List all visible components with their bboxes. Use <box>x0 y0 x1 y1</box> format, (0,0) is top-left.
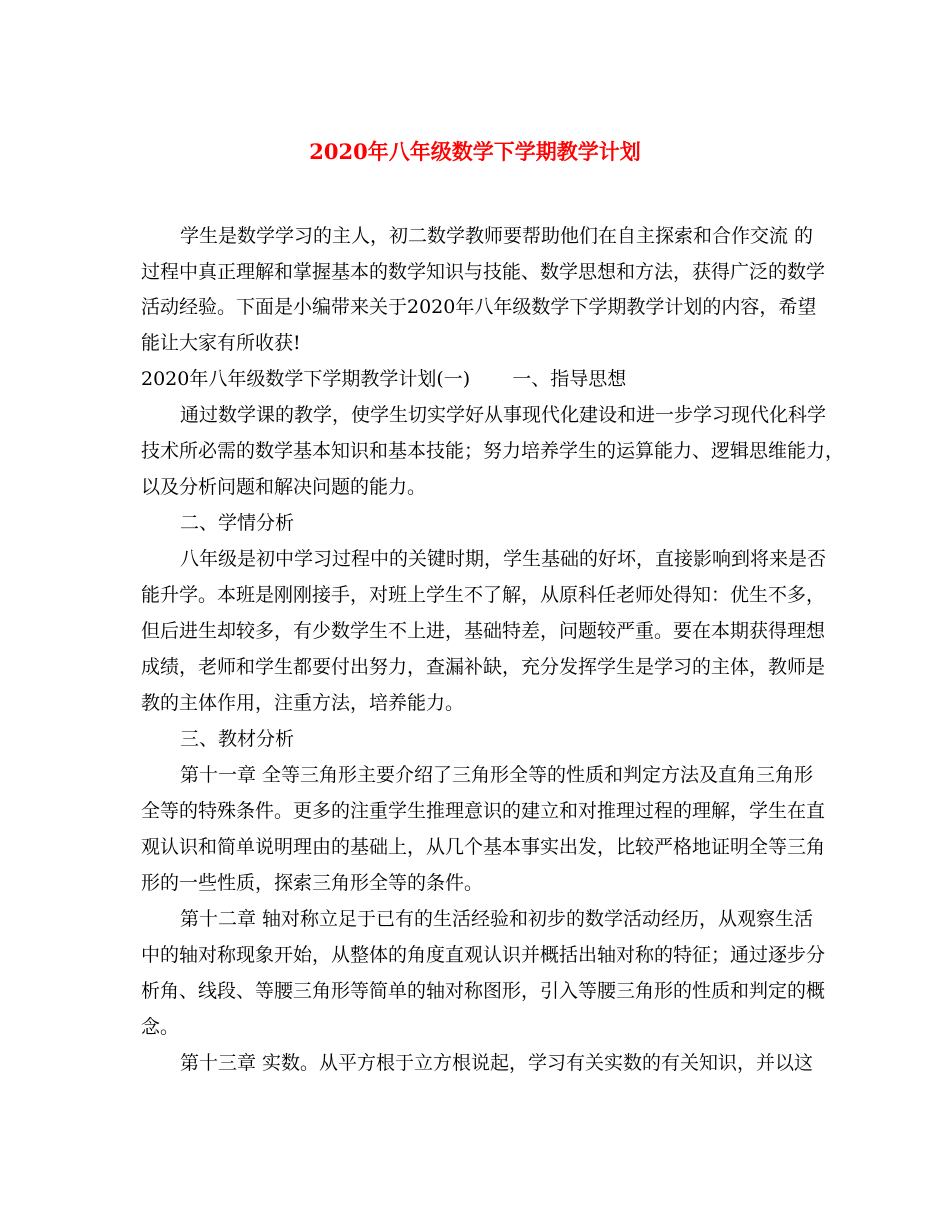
paragraph-line: 观认识和简单说明理由的基础上，从几个基本事实出发，比较严格地证明全等三角 <box>141 836 826 858</box>
section-heading: 三、教材分析 <box>180 728 295 750</box>
paragraph-line: 析角、线段、等腰三角形等简单的轴对称图形，引入等腰三角形的性质和判定的概 <box>141 980 826 1002</box>
paragraph-line: 活动经验。下面是小编带来关于2020年八年级数学下学期教学计划的内容，希望 <box>141 296 817 318</box>
paragraph-line: 第十一章 全等三角形主要介绍了三角形全等的性质和判定方法及直角三角形 <box>180 764 814 786</box>
paragraph-line: 以及分析问题和解决问题的能力。 <box>141 476 427 498</box>
paragraph-line: 中的轴对称现象开始，从整体的角度直观认识并概括出轴对称的特征；通过逐步分 <box>141 944 826 966</box>
paragraph-line: 通过数学课的教学，使学生切实学好从事现代化建设和进一步学习现代化科学 <box>180 404 827 426</box>
paragraph-line: 能让大家有所收获! <box>141 332 301 354</box>
paragraph-line: 学生是数学学习的主人，初二数学教师要帮助他们在自主探索和合作交流 的 <box>180 225 814 247</box>
paragraph-line: 念。 <box>141 1016 180 1038</box>
paragraph-line: 教的主体作用，注重方法，培养能力。 <box>141 692 465 714</box>
section-heading: 二、学情分析 <box>180 512 295 534</box>
paragraph-line: 形的一些性质，探索三角形全等的条件。 <box>141 872 484 894</box>
section-heading-line <box>141 364 626 394</box>
section-heading: 一、指导思想 <box>512 368 627 390</box>
paragraph-line: 八年级是初中学习过程中的关键时期，学生基础的好坏，直接影响到将来是否 <box>180 548 827 570</box>
paragraph-line: 能升学。本班是刚刚接手，对班上学生不了解，从原科任老师处得知：优生不多， <box>141 584 826 606</box>
document-title: 2020年八年级数学下学期教学计划 <box>309 139 641 164</box>
paragraph-line: 第十三章 实数。从平方根于立方根说起，学习有关实数的有关知识，并以这 <box>180 1052 814 1074</box>
paragraph-line: 但后进生却较多，有少数学生不上进，基础特差，问题较严重。要在本期获得理想 <box>141 620 826 642</box>
paragraph-line: 过程中真正理解和掌握基本的数学知识与技能、数学思想和方法，获得广泛的数学 <box>141 261 826 283</box>
paragraph-line: 技术所必需的数学基本知识和基本技能；努力培养学生的运算能力、逻辑思维能力， <box>141 440 845 462</box>
plan-subtitle: 2020年八年级数学下学期教学计划(一) <box>141 368 471 390</box>
paragraph-line: 成绩，老师和学生都要付出努力，查漏补缺，充分发挥学生是学习的主体，教师是 <box>141 656 826 678</box>
paragraph-line: 全等的特殊条件。更多的注重学生推理意识的建立和对推理过程的理解，学生在直 <box>141 800 826 822</box>
paragraph-line: 第十二章 轴对称立足于已有的生活经验和初步的数学活动经历，从观察生活 <box>180 908 814 930</box>
